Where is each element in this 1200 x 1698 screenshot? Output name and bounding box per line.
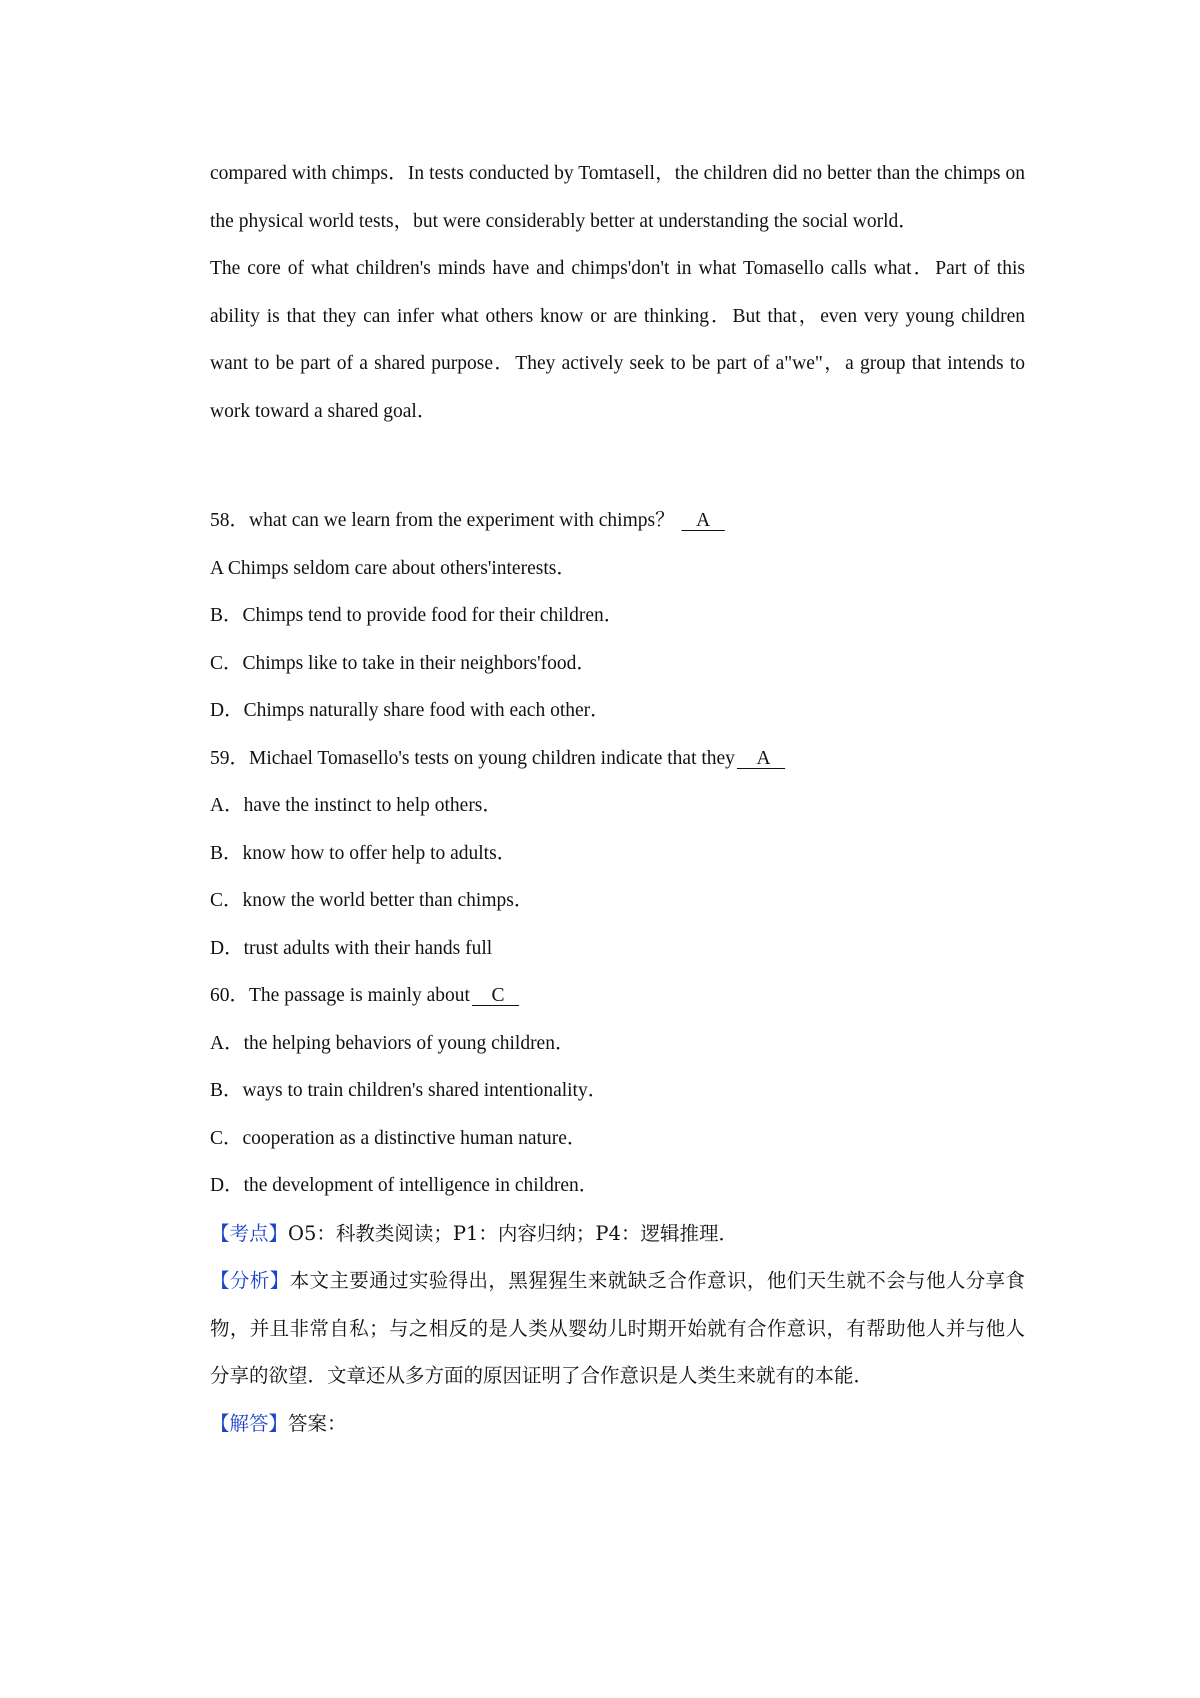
answer-value: C — [491, 985, 505, 1006]
jieda — [210, 1400, 1025, 1448]
answer-blank — [735, 735, 785, 783]
option-a: A．the helping behaviors of young children． — [210, 1032, 575, 1054]
jieda-tag: 【解答】 — [210, 1411, 289, 1435]
option-d: D．the development of intelligence in children． — [210, 1175, 599, 1196]
option-c: C．Chimps like to take in their neighbors'food． — [210, 652, 596, 674]
kaodian — [210, 1210, 1025, 1258]
option-b: B．ways to train children's shared intentionality． — [210, 1080, 608, 1101]
question-stem — [210, 497, 1025, 545]
passage-paragraph-2: The core of what children's minds have and chimps'don't in what Tomasello calls what．Part of this ability is that they can infer what others know or are thinking．But that，even very young children want to be part of a shared purpose．They actively seek to be part of a"we"，a group that intends to work toward a shared goal． — [210, 258, 1025, 422]
answer-blank — [680, 497, 725, 545]
question-59 — [210, 735, 1025, 973]
kaodian-tag: 【考点】 — [210, 1221, 289, 1245]
fenxi — [210, 1257, 1025, 1400]
jieda-text: 答案： — [288, 1411, 347, 1435]
fenxi-text: 本文主要通过实验得出，黑猩猩生来就缺乏合作意识，他们天生就不会与他人分享食物，并且非常自私；与之相反的是人类从婴幼儿时期开始就有合作意识，有帮助他人并与他人分享的欲望．文章还从多方面的原因证明了合作意识是人类生来就有的本能． — [210, 1269, 1025, 1387]
option-c: C．cooperation as a distinctive human nature． — [210, 1127, 587, 1149]
question-stem-text: 60．The passage is mainly about — [210, 985, 470, 1006]
spacer — [210, 435, 1025, 497]
document-content — [210, 150, 1025, 1447]
answer-blank — [470, 972, 519, 1020]
question-stem — [210, 972, 1025, 1020]
answer-value: A — [756, 747, 771, 769]
option-d: D．trust adults with their hands full — [210, 937, 493, 959]
question-stem-text: 59．Michael Tomasello's tests on young children indicate that they — [210, 747, 735, 769]
analysis-section — [210, 1210, 1025, 1448]
question-stem-text: 58．what can we learn from the experiment with chimps？ — [210, 510, 675, 531]
option-d: D．Chimps naturally share food with each other． — [210, 700, 610, 721]
answer-value: A — [696, 510, 711, 531]
passage — [210, 150, 1025, 435]
option-b: B．know how to offer help to adults． — [210, 842, 517, 864]
question-stem — [210, 735, 1025, 783]
question-58 — [210, 497, 1025, 735]
question-60 — [210, 972, 1025, 1210]
option-c: C．know the world better than chimps． — [210, 890, 534, 911]
passage-paragraph-1: compared with chimps．In tests conducted by Tomtasell，the children did no better than the chimps on the physical world tests，but were considerably better at understanding the social world． — [210, 163, 1025, 232]
option-b: B．Chimps tend to provide food for their children． — [210, 605, 624, 626]
kaodian-text: O5：科教类阅读；P1：内容归纳；P4：逻辑推理． — [288, 1221, 738, 1245]
option-a: A．have the instinct to help others． — [210, 795, 502, 816]
fenxi-tag: 【分析】 — [210, 1269, 290, 1292]
option-a: A Chimps seldom care about others'interests． — [210, 557, 576, 579]
